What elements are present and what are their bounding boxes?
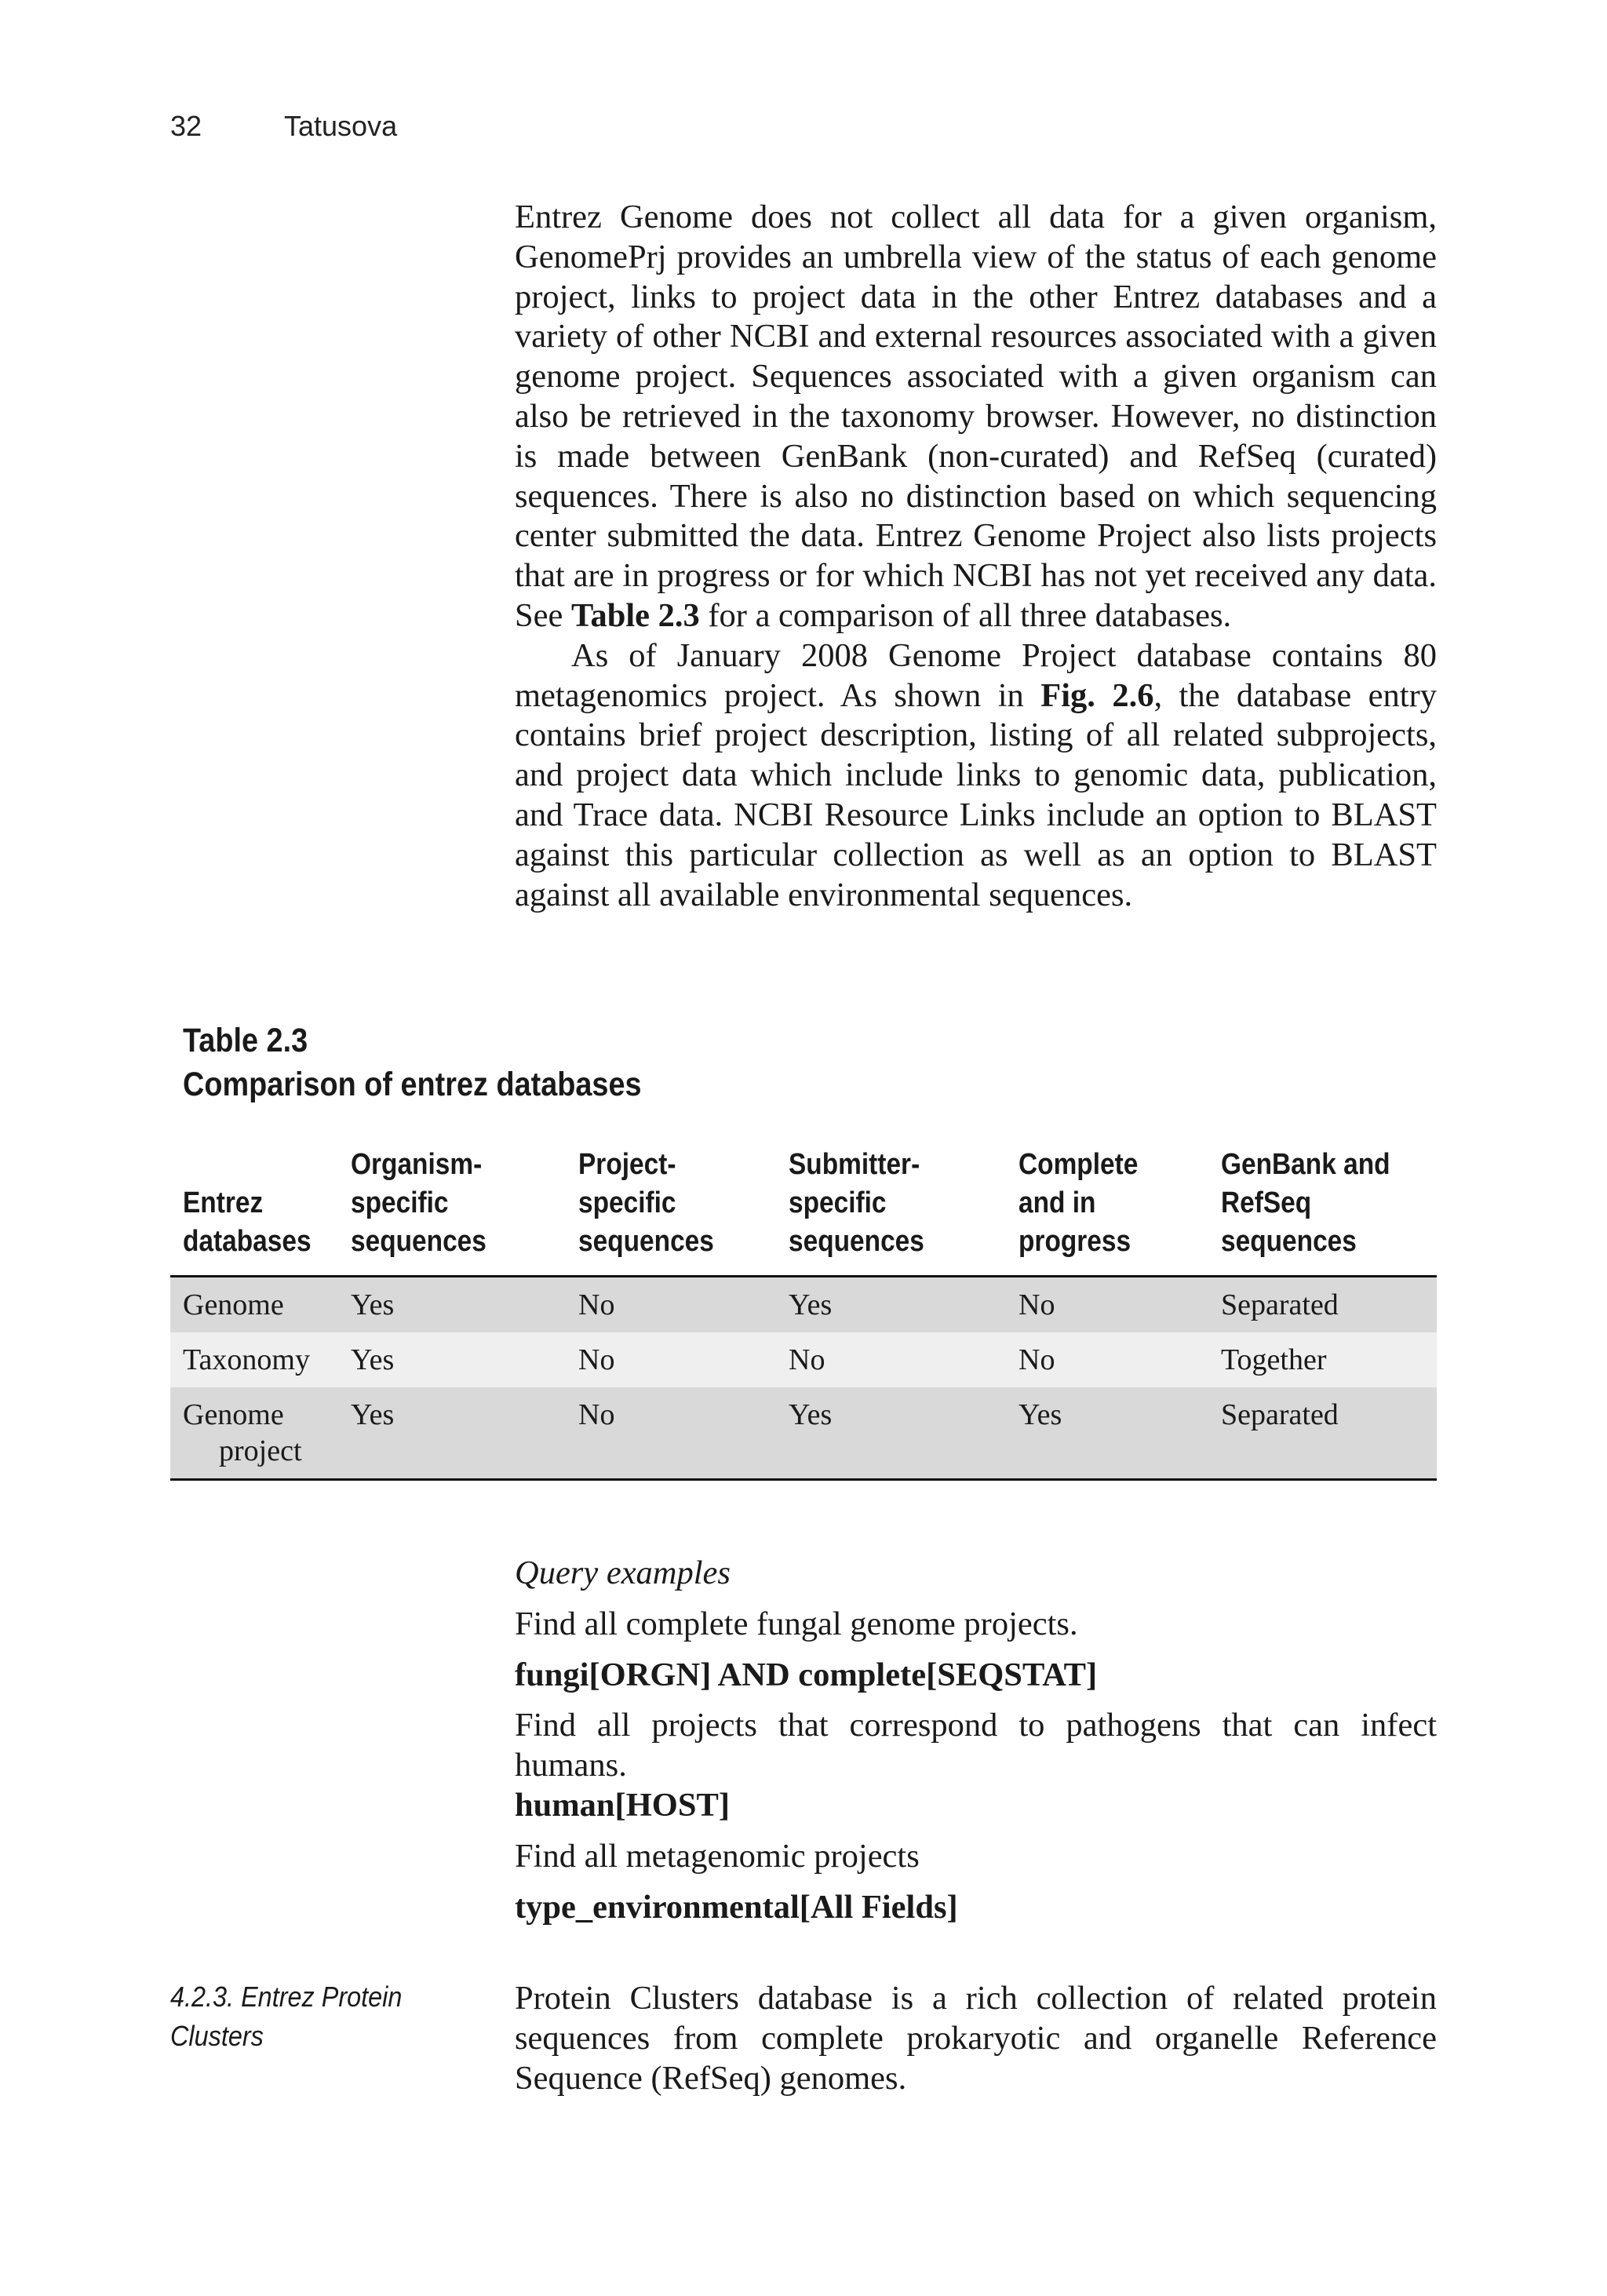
- table-cell: Yes: [789, 1288, 833, 1321]
- running-head: [170, 110, 397, 143]
- table-cell: Genome: [183, 1288, 284, 1321]
- header-submitter-specific: Submitter- specific sequences: [789, 1148, 924, 1258]
- comparison-table: [170, 1146, 1437, 1481]
- figure-reference-link: Fig. 2.6: [1040, 676, 1154, 714]
- body-text: [515, 198, 1437, 915]
- table-reference-link: Table 2.3: [571, 596, 700, 634]
- header-genbank-refseq: GenBank and RefSeq sequences: [1221, 1148, 1390, 1258]
- query-code: human[HOST]: [515, 1786, 730, 1824]
- paragraph-2-text-b: , the database entry contains brief project description, listing of all related subprojects, and project data which include links to genomic data, publication, and Trace data. NCBI Resource Links include an option to BLAST against this particular collection as well as an option to BLAST against all available environmental sequences.: [515, 676, 1437, 913]
- table-row: [170, 1332, 1437, 1387]
- table-cell: No: [1018, 1288, 1055, 1321]
- table-cell: No: [578, 1343, 615, 1376]
- table-row: [170, 1277, 1437, 1333]
- query-description: Find all projects that correspond to pathogens that can infect humans.: [515, 1707, 1437, 1784]
- table-cell: Together: [1221, 1343, 1327, 1376]
- section-body-text: Protein Clusters database is a rich collection of related protein sequences from complete prokaryotic and organelle Reference Sequence (RefSeq) genomes.: [515, 1980, 1437, 2097]
- query-code: fungi[ORGN] AND complete[SEQSTAT]: [515, 1656, 1098, 1693]
- paragraph-2: [515, 636, 1437, 916]
- paragraph-2-text-a: As of January 2008 Genome Project database contains 80 metagenomics project. As shown in: [515, 636, 1437, 714]
- table-cell: [170, 1387, 338, 1480]
- query-code: type_environmental[All Fields]: [515, 1888, 958, 1926]
- header-entrez-databases: Entrez databases: [183, 1186, 312, 1258]
- table-cell: Separated: [1221, 1288, 1339, 1321]
- paragraph-1: [515, 198, 1437, 636]
- query-examples-title: Query examples: [515, 1554, 731, 1591]
- table-cell: Yes: [351, 1398, 395, 1431]
- table-cell-text: Genome project: [183, 1398, 302, 1467]
- query-description: Find all metagenomic projects: [515, 1837, 920, 1875]
- table-cell: Yes: [351, 1288, 395, 1321]
- table-row: [170, 1387, 1437, 1480]
- table-cell: Yes: [789, 1398, 833, 1431]
- paragraph-1-text-a: Entrez Genome does not collect all data for a given organism, GenomePrj provides an umbrella view of the status of each genome project, links to project data in the other Entrez databases and a variety of other NCBI and external resources associated with a given genome project. Sequences associated with a given organism can also be retrieved in the taxonomy browser. However, no distinction is made between GenBank (non-curated) and RefSeq (curated) sequences. There is also no distinction based on which sequencing center submitted the data. Entrez Genome Project also lists projects that are in progress or for which NCBI has not yet received any data. See: [515, 199, 1437, 634]
- table-title: Comparison of entrez databases: [183, 1066, 642, 1103]
- header-complete-in-progress: Complete and in progress: [1018, 1148, 1139, 1258]
- running-head-author: Tatusova: [284, 110, 398, 142]
- query-description: Find all complete fungal genome projects.: [515, 1605, 1078, 1642]
- table-cell: Separated: [1221, 1398, 1339, 1431]
- table-cell: Taxonomy: [183, 1343, 310, 1376]
- query-examples: [515, 1554, 1437, 1938]
- table-cell: No: [789, 1343, 825, 1376]
- table-cell: Yes: [1018, 1398, 1062, 1431]
- page-number: 32: [170, 110, 202, 142]
- paragraph-1-text-b: for a comparison of all three databases.: [699, 596, 1232, 634]
- section-heading: 4.2.3. Entrez Protein Clusters: [170, 1981, 403, 2052]
- header-project-specific: Project- specific sequences: [578, 1148, 714, 1258]
- table-cell: Yes: [351, 1343, 395, 1376]
- table-cell: No: [1018, 1343, 1055, 1376]
- table-cell: No: [578, 1288, 615, 1321]
- table-caption: [183, 1019, 642, 1106]
- table-cell: No: [578, 1398, 615, 1431]
- header-organism-specific: Organism- specific sequences: [351, 1148, 486, 1258]
- table-header-row: [170, 1146, 1437, 1277]
- table-label: Table 2.3: [183, 1022, 308, 1059]
